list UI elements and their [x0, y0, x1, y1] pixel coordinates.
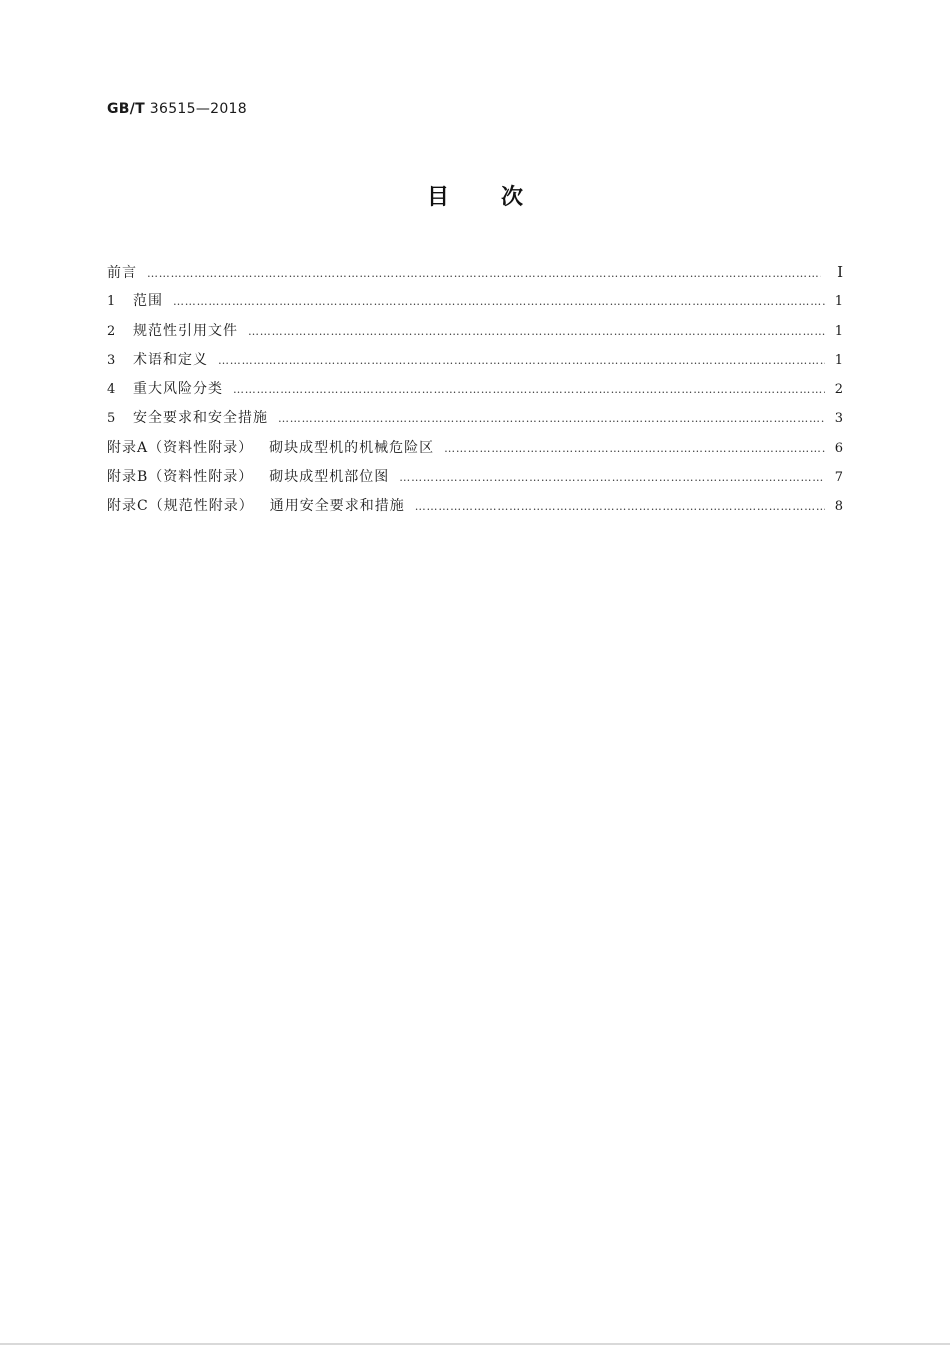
toc-entry-safety-requirements[interactable] [107, 404, 843, 433]
toc-entry-normative-references[interactable] [107, 317, 843, 346]
toc-entry-annex-b[interactable] [107, 463, 843, 492]
toc-entry-label: 附录B（资料性附录） [107, 469, 254, 486]
toc-page-number: Ⅰ [837, 263, 843, 281]
standard-code [107, 101, 247, 117]
standard-number: 36515—2018 [149, 101, 247, 117]
toc-entry-number: 5 [107, 411, 116, 427]
standard-prefix: GB/T [107, 101, 146, 117]
toc-leader-dots [173, 287, 825, 316]
toc-entry-subtitle: 砌块成型机的机械危险区 [269, 439, 435, 456]
toc-page-number: 8 [834, 499, 843, 515]
toc-entry-subtitle: 砌块成型机部位图 [269, 469, 390, 486]
toc-entry-number: 4 [107, 382, 116, 398]
toc-leader-dots [444, 434, 825, 463]
toc-entry-major-hazards[interactable] [107, 375, 843, 404]
toc-entry-label: 前言 [107, 265, 137, 281]
toc-entry-label: 附录C（规范性附录） [107, 498, 254, 515]
toc-leader-dots [218, 346, 825, 375]
toc-page-number: 2 [834, 382, 843, 398]
toc-leader-dots [248, 317, 825, 346]
toc-entry-annex-c[interactable] [107, 492, 843, 521]
page-title: 目次 [426, 185, 575, 210]
toc-leader-dots [147, 259, 821, 288]
toc-entry-label: 重大风险分类 [133, 381, 223, 398]
toc-leader-dots [415, 492, 825, 521]
toc-entry-foreword[interactable] [107, 258, 843, 287]
toc-entry-label: 安全要求和安全措施 [133, 410, 268, 427]
toc-entry-terms-definitions[interactable] [107, 346, 843, 375]
toc-page-number: 7 [834, 470, 843, 486]
toc-entry-label: 附录A（资料性附录） [107, 439, 254, 456]
toc-page-number: 3 [834, 411, 843, 427]
table-of-contents [107, 258, 843, 522]
toc-leader-dots [399, 463, 825, 492]
toc-entry-number: 1 [107, 294, 116, 310]
toc-entry-subtitle: 通用安全要求和措施 [269, 498, 405, 515]
toc-page-number: 6 [834, 440, 843, 456]
toc-entry-label: 术语和定义 [133, 351, 208, 368]
toc-page-number: 1 [834, 323, 843, 339]
toc-entry-label: 规范性引用文件 [133, 322, 238, 339]
toc-leader-dots [233, 375, 825, 404]
toc-page-number: 1 [834, 352, 843, 368]
toc-entry-scope[interactable] [107, 287, 843, 316]
toc-page-number: 1 [834, 294, 843, 310]
toc-entry-number: 3 [107, 352, 116, 368]
toc-entry-number: 2 [107, 323, 116, 339]
toc-entry-annex-a[interactable] [107, 434, 843, 463]
toc-entry-label: 范围 [133, 293, 163, 310]
toc-leader-dots [278, 404, 825, 433]
